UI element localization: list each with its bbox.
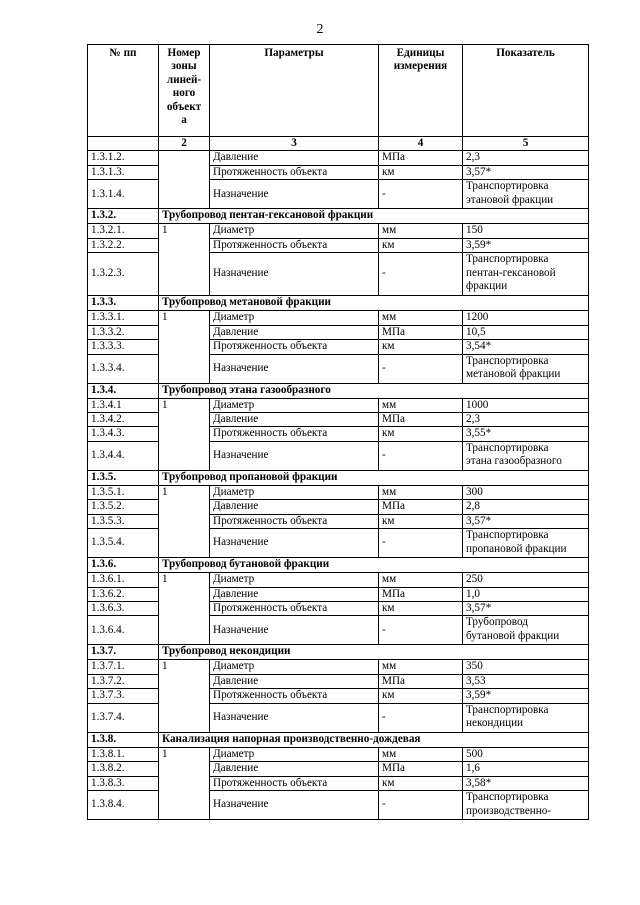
parameter-name: Протяженность объекта	[210, 602, 379, 616]
row-number: 1.3.2.1.	[88, 224, 159, 238]
value-cell: 500	[463, 747, 589, 761]
value-cell: 300	[463, 485, 589, 499]
value-cell: 1000	[463, 398, 589, 412]
page-number: 2	[316, 22, 324, 37]
section-title: Канализация напорная производственно-дождевая	[159, 732, 589, 747]
unit-cell: км	[379, 514, 463, 528]
row-number: 1.3.3.3.	[88, 340, 159, 354]
parameter-name: Назначение	[210, 703, 379, 732]
zone-number: 1	[159, 311, 210, 383]
value-cell: Транспортировка производственно-	[463, 791, 589, 820]
section-title: Трубопровод пентан-гексановой фракции	[159, 209, 589, 224]
row-number: 1.3.1.2.	[88, 151, 159, 165]
row-number: 1.3.2.3.	[88, 253, 159, 296]
parameter-name: Давление	[210, 587, 379, 601]
value-cell: Транспортировка пентан-гексановой фракции	[463, 253, 589, 296]
column-number-cell: 5	[463, 137, 589, 151]
value-cell: 3,59*	[463, 238, 589, 252]
unit-cell: -	[379, 354, 463, 383]
row-number: 1.3.8.3.	[88, 776, 159, 790]
parameter-name: Протяженность объекта	[210, 776, 379, 790]
value-cell: Трубопровод бутановой фракции	[463, 616, 589, 645]
value-cell: 3,57*	[463, 165, 589, 179]
parameter-name: Диаметр	[210, 747, 379, 761]
parameters-table	[87, 44, 589, 820]
parameter-name: Диаметр	[210, 224, 379, 238]
row-number: 1.3.3.4.	[88, 354, 159, 383]
section-title: Трубопровод бутановой фракции	[159, 558, 589, 573]
parameter-name: Назначение	[210, 180, 379, 209]
value-cell: 1,6	[463, 762, 589, 776]
unit-cell: МПа	[379, 762, 463, 776]
section-header-row	[88, 383, 589, 398]
section-header-row	[88, 296, 589, 311]
row-number: 1.3.5.1.	[88, 485, 159, 499]
unit-cell: МПа	[379, 325, 463, 339]
column-number-cell	[88, 137, 159, 151]
section-title: Трубопровод этана газообразного	[159, 383, 589, 398]
zone-number: 1	[159, 485, 210, 557]
column-number-cell: 3	[210, 137, 379, 151]
parameter-name: Давление	[210, 325, 379, 339]
parameter-name: Давление	[210, 412, 379, 426]
unit-cell: мм	[379, 485, 463, 499]
section-header-row	[88, 209, 589, 224]
unit-cell: -	[379, 180, 463, 209]
value-cell: 150	[463, 224, 589, 238]
section-header-row	[88, 558, 589, 573]
table-row	[88, 573, 589, 587]
value-cell: Транспортировка метановой фракции	[463, 354, 589, 383]
section-title: Трубопровод метановой фракции	[159, 296, 589, 311]
zone-number: 1	[159, 660, 210, 732]
row-number: 1.3.8.1.	[88, 747, 159, 761]
value-cell: 2,3	[463, 412, 589, 426]
parameter-name: Давление	[210, 151, 379, 165]
row-number: 1.3.4.4.	[88, 441, 159, 470]
row-number: 1.3.8.2.	[88, 762, 159, 776]
parameter-name: Назначение	[210, 354, 379, 383]
header-value: Показатель	[463, 45, 589, 137]
unit-cell: мм	[379, 747, 463, 761]
section-header-row	[88, 732, 589, 747]
section-header-row	[88, 470, 589, 485]
unit-cell: -	[379, 616, 463, 645]
row-number: 1.3.6.2.	[88, 587, 159, 601]
unit-cell: -	[379, 703, 463, 732]
row-number: 1.3.6.1.	[88, 573, 159, 587]
header-units: Единицы измерения	[379, 45, 463, 137]
unit-cell: км	[379, 776, 463, 790]
parameter-name: Протяженность объекта	[210, 340, 379, 354]
value-cell: Транспортировка этана газообразного	[463, 441, 589, 470]
unit-cell: км	[379, 238, 463, 252]
zone-number	[159, 151, 210, 209]
parameter-name: Назначение	[210, 791, 379, 820]
row-number: 1.3.4.2.	[88, 412, 159, 426]
value-cell: 3,58*	[463, 776, 589, 790]
unit-cell: км	[379, 602, 463, 616]
parameter-name: Назначение	[210, 441, 379, 470]
zone-number: 1	[159, 224, 210, 296]
row-number: 1.3.4.3.	[88, 427, 159, 441]
value-cell: 3,53	[463, 674, 589, 688]
unit-cell: км	[379, 340, 463, 354]
unit-cell: мм	[379, 398, 463, 412]
parameter-name: Диаметр	[210, 573, 379, 587]
row-number: 1.3.7.1.	[88, 660, 159, 674]
header-zone: Номер зоны линей- ного объект а	[159, 45, 210, 137]
value-cell: 2,3	[463, 151, 589, 165]
value-cell: 10,5	[463, 325, 589, 339]
zone-number: 1	[159, 398, 210, 470]
parameter-name: Давление	[210, 762, 379, 776]
row-number: 1.3.1.3.	[88, 165, 159, 179]
unit-cell: мм	[379, 311, 463, 325]
unit-cell: -	[379, 441, 463, 470]
row-number: 1.3.5.4.	[88, 529, 159, 558]
section-number: 1.3.2.	[88, 209, 159, 224]
row-number: 1.3.2.2.	[88, 238, 159, 252]
value-cell: 1200	[463, 311, 589, 325]
unit-cell: -	[379, 791, 463, 820]
value-cell: 250	[463, 573, 589, 587]
parameter-name: Диаметр	[210, 485, 379, 499]
row-number: 1.3.4.1	[88, 398, 159, 412]
parameter-name: Протяженность объекта	[210, 689, 379, 703]
table-row	[88, 747, 589, 761]
section-number: 1.3.4.	[88, 383, 159, 398]
row-number: 1.3.5.2.	[88, 500, 159, 514]
value-cell: 350	[463, 660, 589, 674]
header-num: № пп	[88, 45, 159, 137]
parameter-name: Давление	[210, 674, 379, 688]
column-number-cell: 4	[379, 137, 463, 151]
unit-cell: -	[379, 253, 463, 296]
section-number: 1.3.5.	[88, 470, 159, 485]
section-number: 1.3.3.	[88, 296, 159, 311]
section-number: 1.3.7.	[88, 645, 159, 660]
value-cell: 3,57*	[463, 602, 589, 616]
parameter-name: Назначение	[210, 253, 379, 296]
column-number-row	[88, 137, 589, 151]
unit-cell: км	[379, 689, 463, 703]
unit-cell: МПа	[379, 500, 463, 514]
section-number: 1.3.6.	[88, 558, 159, 573]
unit-cell: км	[379, 165, 463, 179]
table-row	[88, 485, 589, 499]
value-cell: 3,54*	[463, 340, 589, 354]
table-row	[88, 398, 589, 412]
parameter-name: Протяженность объекта	[210, 427, 379, 441]
value-cell: 3,57*	[463, 514, 589, 528]
unit-cell: МПа	[379, 674, 463, 688]
unit-cell: МПа	[379, 412, 463, 426]
zone-number: 1	[159, 573, 210, 645]
table-row	[88, 660, 589, 674]
value-cell: 3,55*	[463, 427, 589, 441]
unit-cell: км	[379, 427, 463, 441]
parameter-name: Протяженность объекта	[210, 165, 379, 179]
parameter-name: Давление	[210, 500, 379, 514]
value-cell: Транспортировка пропановой фракции	[463, 529, 589, 558]
row-number: 1.3.1.4.	[88, 180, 159, 209]
row-number: 1.3.6.4.	[88, 616, 159, 645]
value-cell: Транспортировка некондиции	[463, 703, 589, 732]
parameter-name: Протяженность объекта	[210, 238, 379, 252]
row-number: 1.3.8.4.	[88, 791, 159, 820]
header-params: Параметры	[210, 45, 379, 137]
parameter-name: Диаметр	[210, 311, 379, 325]
table-row	[88, 224, 589, 238]
table-row	[88, 151, 589, 165]
row-number: 1.3.7.2.	[88, 674, 159, 688]
parameter-name: Протяженность объекта	[210, 514, 379, 528]
unit-cell: МПа	[379, 587, 463, 601]
parameter-name: Диаметр	[210, 660, 379, 674]
row-number: 1.3.6.3.	[88, 602, 159, 616]
parameter-name: Диаметр	[210, 398, 379, 412]
value-cell: Транспортировка этановой фракции	[463, 180, 589, 209]
section-title: Трубопровод пропановой фракции	[159, 470, 589, 485]
column-number-cell: 2	[159, 137, 210, 151]
row-number: 1.3.3.1.	[88, 311, 159, 325]
unit-cell: мм	[379, 573, 463, 587]
table-header-row	[88, 45, 589, 137]
row-number: 1.3.5.3.	[88, 514, 159, 528]
unit-cell: мм	[379, 224, 463, 238]
parameter-name: Назначение	[210, 529, 379, 558]
row-number: 1.3.3.2.	[88, 325, 159, 339]
section-number: 1.3.8.	[88, 732, 159, 747]
value-cell: 2,8	[463, 500, 589, 514]
row-number: 1.3.7.3.	[88, 689, 159, 703]
unit-cell: -	[379, 529, 463, 558]
row-number: 1.3.7.4.	[88, 703, 159, 732]
unit-cell: мм	[379, 660, 463, 674]
value-cell: 3,59*	[463, 689, 589, 703]
unit-cell: МПа	[379, 151, 463, 165]
section-title: Трубопровод некондиции	[159, 645, 589, 660]
table-row	[88, 311, 589, 325]
section-header-row	[88, 645, 589, 660]
value-cell: 1,0	[463, 587, 589, 601]
zone-number: 1	[159, 747, 210, 819]
parameter-name: Назначение	[210, 616, 379, 645]
table-body	[88, 151, 589, 820]
